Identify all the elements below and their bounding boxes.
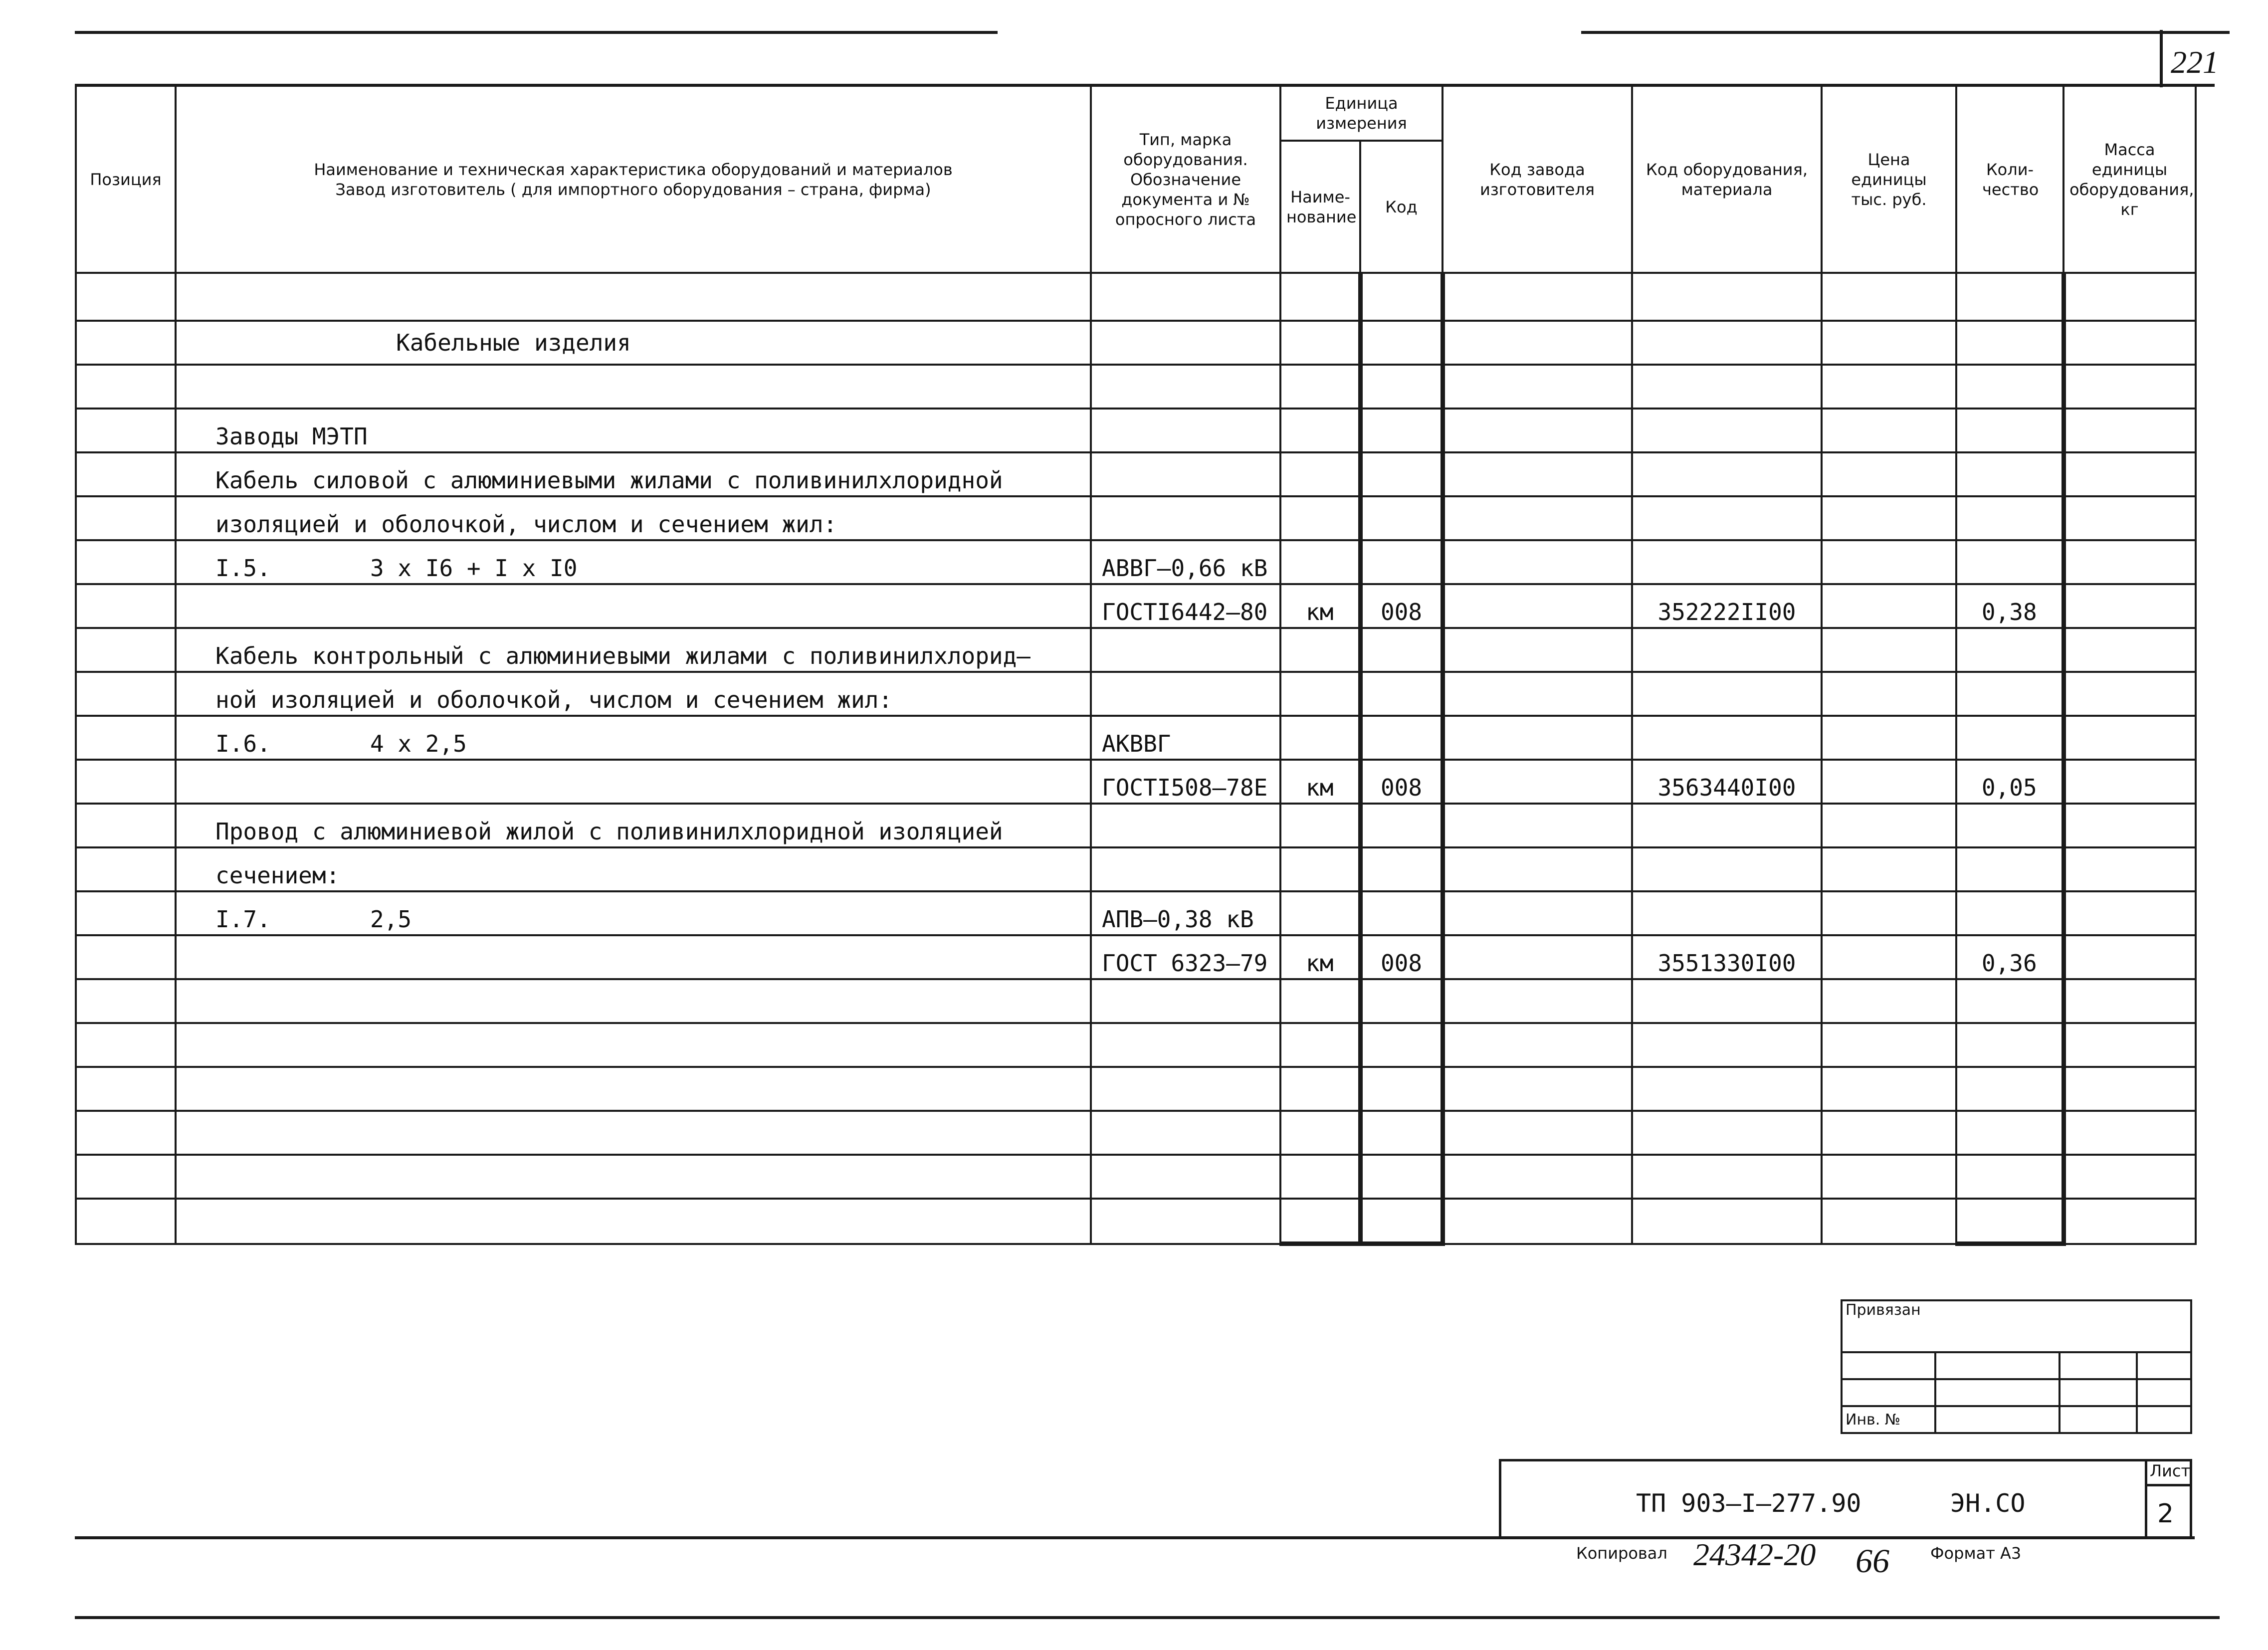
name-cell <box>176 1199 1091 1244</box>
plant-code-cell <box>1443 1199 1632 1244</box>
quantity-cell <box>1956 891 2063 935</box>
table-row <box>76 452 2196 496</box>
table-row <box>76 935 2196 979</box>
position-label: I.7. <box>215 906 271 933</box>
specification-table <box>75 85 2197 1246</box>
name-cell <box>176 365 1091 409</box>
mass-cell <box>2063 496 2196 540</box>
header-type-line3: Обозначение <box>1130 170 1241 189</box>
position-cell <box>76 979 176 1023</box>
quantity-cell <box>1956 409 2063 452</box>
type-cell <box>1091 273 1280 321</box>
type-cell: ГОСТI6442–80 <box>1091 584 1280 628</box>
name-text: 4 x 2,5 <box>370 730 467 757</box>
position-cell <box>76 365 176 409</box>
name-cell <box>176 409 1091 452</box>
unit-name-cell <box>1280 847 1360 891</box>
price-cell <box>1822 1111 1956 1155</box>
type-cell <box>1091 452 1280 496</box>
unit-code-cell: 008 <box>1360 584 1443 628</box>
name-text: сечением: <box>215 862 340 889</box>
position-cell <box>76 628 176 672</box>
table-row <box>76 804 2196 847</box>
unit-name-cell <box>1280 496 1360 540</box>
price-cell <box>1822 935 1956 979</box>
unit-code-cell: 008 <box>1360 760 1443 804</box>
unit-code-cell <box>1360 804 1443 847</box>
plant-code-cell <box>1443 847 1632 891</box>
name-cell <box>176 760 1091 804</box>
unit-code-cell <box>1360 452 1443 496</box>
material-code-cell <box>1632 628 1822 672</box>
mass-cell <box>2063 1067 2196 1111</box>
plant-code-cell <box>1443 452 1632 496</box>
table-row <box>76 1111 2196 1155</box>
header-position: Позиция <box>76 86 176 273</box>
unit-code-cell <box>1360 1023 1443 1067</box>
position-cell <box>76 935 176 979</box>
mass-cell <box>2063 1023 2196 1067</box>
header-unit-group: Единица измерения <box>1280 86 1443 141</box>
plant-code-cell <box>1443 804 1632 847</box>
table-row <box>76 628 2196 672</box>
type-cell <box>1091 1155 1280 1199</box>
material-code-cell <box>1632 1111 1822 1155</box>
price-cell <box>1822 540 1956 584</box>
unit-name-cell <box>1280 321 1360 365</box>
position-label: I.6. <box>215 730 271 757</box>
header-name-line1: Наименование и техническая характеристика оборудований и материалов <box>314 160 953 179</box>
price-cell <box>1822 273 1956 321</box>
unit-name-cell: км <box>1280 760 1360 804</box>
unit-name-cell <box>1280 716 1360 760</box>
document-code: ТП 903–I–277.90 <box>1636 1489 1861 1518</box>
price-cell <box>1822 847 1956 891</box>
table-row <box>76 716 2196 760</box>
mass-cell <box>2063 409 2196 452</box>
unit-name-cell <box>1280 1023 1360 1067</box>
type-cell: ГОСТI508–78Е <box>1091 760 1280 804</box>
inv-label: Инв. № <box>1842 1406 1935 1433</box>
section-heading: Кабельные изделия <box>396 329 631 356</box>
material-code-cell <box>1632 496 1822 540</box>
mass-cell <box>2063 672 2196 716</box>
quantity-cell: 0,38 <box>1956 584 2063 628</box>
header-price: Цена единицы тыс. руб. <box>1822 86 1956 273</box>
table-row <box>76 273 2196 321</box>
material-code-cell <box>1632 891 1822 935</box>
name-cell <box>176 847 1091 891</box>
quantity-cell <box>1956 496 2063 540</box>
quantity-cell <box>1956 716 2063 760</box>
unit-code-cell <box>1360 496 1443 540</box>
type-cell <box>1091 1067 1280 1111</box>
material-code-cell <box>1632 540 1822 584</box>
plant-code-cell <box>1443 716 1632 760</box>
material-code-cell <box>1632 847 1822 891</box>
type-cell <box>1091 321 1280 365</box>
header-name-line2: Завод изготовитель ( для импортного оборудования – страна, фирма) <box>335 180 931 199</box>
table-row <box>76 760 2196 804</box>
material-code-cell <box>1632 672 1822 716</box>
unit-name-cell <box>1280 273 1360 321</box>
header-type-line4: документа и № <box>1121 190 1250 209</box>
name-cell <box>176 1155 1091 1199</box>
price-cell <box>1822 891 1956 935</box>
table-row <box>76 1067 2196 1111</box>
unit-name-cell <box>1280 1111 1360 1155</box>
material-code-cell <box>1632 1199 1822 1244</box>
plant-code-cell <box>1443 760 1632 804</box>
plant-code-cell <box>1443 1111 1632 1155</box>
mass-cell <box>2063 891 2196 935</box>
mass-cell <box>2063 273 2196 321</box>
mass-cell <box>2063 540 2196 584</box>
price-cell <box>1822 321 1956 365</box>
unit-code-cell <box>1360 1111 1443 1155</box>
top-rule-left <box>75 31 998 34</box>
unit-name-cell: км <box>1280 935 1360 979</box>
copied-number: 24342-20 <box>1693 1537 1816 1572</box>
name-cell <box>176 496 1091 540</box>
price-cell <box>1822 672 1956 716</box>
top-rule-right <box>1581 31 2230 34</box>
sheet-value: 2 <box>2157 1499 2174 1529</box>
plant-code-cell <box>1443 365 1632 409</box>
unit-code-cell: 008 <box>1360 935 1443 979</box>
plant-code-cell <box>1443 496 1632 540</box>
position-cell <box>76 672 176 716</box>
unit-name-cell <box>1280 1199 1360 1244</box>
name-text: ной изоляцией и оболочкой, числом и сечением жил: <box>215 686 893 713</box>
mass-cell <box>2063 1155 2196 1199</box>
unit-code-cell <box>1360 540 1443 584</box>
type-cell <box>1091 804 1280 847</box>
header-plant-code: Код завода изготовителя <box>1443 86 1632 273</box>
binding-block <box>1841 1299 2192 1434</box>
price-cell <box>1822 804 1956 847</box>
plant-code-cell <box>1443 273 1632 321</box>
position-cell <box>76 1155 176 1199</box>
table-header <box>76 86 2196 273</box>
table-row <box>76 1023 2196 1067</box>
material-code-cell: 3563440I00 <box>1632 760 1822 804</box>
quantity-cell <box>1956 804 2063 847</box>
position-cell <box>76 847 176 891</box>
type-cell: ГОСТ 6323–79 <box>1091 935 1280 979</box>
material-code-cell <box>1632 365 1822 409</box>
type-cell <box>1091 847 1280 891</box>
name-cell <box>176 1111 1091 1155</box>
quantity-cell <box>1956 1023 2063 1067</box>
name-cell <box>176 584 1091 628</box>
quantity-cell <box>1956 365 2063 409</box>
unit-name-cell: км <box>1280 584 1360 628</box>
mass-cell <box>2063 935 2196 979</box>
name-text: 2,5 <box>370 906 412 933</box>
unit-code-cell <box>1360 1155 1443 1199</box>
price-cell <box>1822 979 1956 1023</box>
material-code-cell <box>1632 1155 1822 1199</box>
table-row <box>76 409 2196 452</box>
table-row <box>76 540 2196 584</box>
unit-code-cell <box>1360 1199 1443 1244</box>
bottom-rule-lower <box>75 1616 2220 1619</box>
copied-number-2: 66 <box>1856 1542 1889 1580</box>
unit-code-cell <box>1360 273 1443 321</box>
table-row <box>76 847 2196 891</box>
table-row <box>76 891 2196 935</box>
quantity-cell <box>1956 1199 2063 1244</box>
price-cell <box>1822 716 1956 760</box>
copied-label: Копировал <box>1576 1544 1667 1563</box>
position-cell <box>76 891 176 935</box>
material-code-cell <box>1632 452 1822 496</box>
name-text: Кабель контрольный с алюминиевыми жилами с поливинилхлорид– <box>215 642 1031 669</box>
mass-cell <box>2063 1111 2196 1155</box>
plant-code-cell <box>1443 1023 1632 1067</box>
plant-code-cell <box>1443 1155 1632 1199</box>
header-quantity: Коли- чество <box>1956 86 2063 273</box>
price-cell <box>1822 760 1956 804</box>
material-code-cell: 352222II00 <box>1632 584 1822 628</box>
plant-code-cell <box>1443 1067 1632 1111</box>
quantity-cell <box>1956 628 2063 672</box>
name-text: Кабель силовой с алюминиевыми жилами с поливинилхлоридной <box>215 467 1003 494</box>
name-text: 3 x I6 + I x I0 <box>370 555 578 582</box>
table-row <box>76 1155 2196 1199</box>
table-row <box>76 496 2196 540</box>
position-cell <box>76 452 176 496</box>
plant-code-cell <box>1443 979 1632 1023</box>
header-mass: Масса единицы оборудования, кг <box>2063 86 2196 273</box>
header-type-line2: оборудования. <box>1123 150 1248 169</box>
price-cell <box>1822 628 1956 672</box>
header-unit-code: Код <box>1360 141 1443 273</box>
mass-cell <box>2063 321 2196 365</box>
quantity-cell <box>1956 1067 2063 1111</box>
name-cell <box>176 452 1091 496</box>
mass-cell <box>2063 847 2196 891</box>
unit-name-cell <box>1280 672 1360 716</box>
unit-code-cell <box>1360 409 1443 452</box>
position-cell <box>76 1023 176 1067</box>
name-cell <box>176 1023 1091 1067</box>
name-cell <box>176 891 1091 935</box>
name-cell <box>176 273 1091 321</box>
page-number-divider <box>2160 30 2163 87</box>
mass-cell <box>2063 1199 2196 1244</box>
header-type-line1: Тип, марка <box>1139 130 1232 149</box>
price-cell <box>1822 1067 1956 1111</box>
document-section: ЭН.СО <box>1950 1489 2026 1518</box>
quantity-cell <box>1956 321 2063 365</box>
name-text: изоляцией и оболочкой, числом и сечением жил: <box>215 511 837 538</box>
table-row <box>76 1199 2196 1244</box>
type-cell <box>1091 1111 1280 1155</box>
quantity-cell: 0,05 <box>1956 760 2063 804</box>
material-code-cell <box>1632 1023 1822 1067</box>
material-code-cell: 3551330I00 <box>1632 935 1822 979</box>
price-cell <box>1822 584 1956 628</box>
name-cell <box>176 672 1091 716</box>
material-code-cell <box>1632 273 1822 321</box>
position-cell <box>76 273 176 321</box>
plant-code-cell <box>1443 409 1632 452</box>
header-name <box>176 86 1091 273</box>
quantity-cell <box>1956 979 2063 1023</box>
page-number: 221 <box>2171 44 2219 80</box>
position-cell <box>76 1199 176 1244</box>
position-cell <box>76 760 176 804</box>
header-type <box>1091 86 1280 273</box>
type-cell <box>1091 409 1280 452</box>
table-row <box>76 365 2196 409</box>
position-cell <box>76 584 176 628</box>
unit-name-cell <box>1280 979 1360 1023</box>
name-cell <box>176 628 1091 672</box>
name-text: Заводы МЭТП <box>215 423 368 450</box>
quantity-cell <box>1956 672 2063 716</box>
plant-code-cell <box>1443 891 1632 935</box>
name-cell <box>176 935 1091 979</box>
mass-cell <box>2063 584 2196 628</box>
quantity-cell <box>1956 540 2063 584</box>
name-cell <box>176 1067 1091 1111</box>
position-cell <box>76 804 176 847</box>
name-cell <box>176 540 1091 584</box>
unit-code-cell <box>1360 716 1443 760</box>
name-cell <box>176 804 1091 847</box>
header-unit-name: Наиме- нование <box>1280 141 1360 273</box>
mass-cell <box>2063 365 2196 409</box>
format-label: Формат А3 <box>1930 1544 2022 1563</box>
sheet-divider <box>2145 1484 2192 1486</box>
unit-name-cell <box>1280 628 1360 672</box>
position-label: I.5. <box>215 555 271 582</box>
position-cell <box>76 1111 176 1155</box>
unit-name-cell <box>1280 804 1360 847</box>
name-cell <box>176 321 1091 365</box>
unit-code-cell <box>1360 628 1443 672</box>
type-cell: АПВ–0,38 кВ <box>1091 891 1280 935</box>
unit-name-cell <box>1280 409 1360 452</box>
type-cell: АКВВГ <box>1091 716 1280 760</box>
material-code-cell <box>1632 979 1822 1023</box>
plant-code-cell <box>1443 321 1632 365</box>
type-cell <box>1091 365 1280 409</box>
mass-cell <box>2063 716 2196 760</box>
type-cell <box>1091 672 1280 716</box>
unit-code-cell <box>1360 365 1443 409</box>
name-cell <box>176 979 1091 1023</box>
unit-name-cell <box>1280 891 1360 935</box>
material-code-cell <box>1632 1067 1822 1111</box>
plant-code-cell <box>1443 628 1632 672</box>
quantity-cell <box>1956 1155 2063 1199</box>
quantity-cell <box>1956 452 2063 496</box>
material-code-cell <box>1632 321 1822 365</box>
unit-code-cell <box>1360 321 1443 365</box>
sheet-label: Лист <box>2150 1461 2191 1480</box>
plant-code-cell <box>1443 540 1632 584</box>
price-cell <box>1822 1199 1956 1244</box>
material-code-cell <box>1632 409 1822 452</box>
position-cell <box>76 716 176 760</box>
position-cell <box>76 540 176 584</box>
type-cell <box>1091 979 1280 1023</box>
mass-cell <box>2063 452 2196 496</box>
type-cell <box>1091 1023 1280 1067</box>
price-cell <box>1822 1155 1956 1199</box>
table-row <box>76 672 2196 716</box>
plant-code-cell <box>1443 935 1632 979</box>
price-cell <box>1822 409 1956 452</box>
type-cell <box>1091 1199 1280 1244</box>
quantity-cell <box>1956 273 2063 321</box>
unit-name-cell <box>1280 452 1360 496</box>
header-material-code: Код оборудования, материала <box>1632 86 1822 273</box>
binding-label: Привязан <box>1842 1300 2191 1352</box>
plant-code-cell <box>1443 584 1632 628</box>
unit-code-cell <box>1360 672 1443 716</box>
name-cell <box>176 716 1091 760</box>
type-cell <box>1091 628 1280 672</box>
material-code-cell <box>1632 804 1822 847</box>
mass-cell <box>2063 804 2196 847</box>
mass-cell <box>2063 628 2196 672</box>
table-body <box>76 273 2196 1244</box>
unit-code-cell <box>1360 847 1443 891</box>
type-cell: АВВГ–0,66 кВ <box>1091 540 1280 584</box>
unit-name-cell <box>1280 540 1360 584</box>
unit-name-cell <box>1280 1067 1360 1111</box>
table-row <box>76 584 2196 628</box>
price-cell <box>1822 1023 1956 1067</box>
unit-code-cell <box>1360 1067 1443 1111</box>
table-row <box>76 321 2196 365</box>
quantity-cell: 0,36 <box>1956 935 2063 979</box>
unit-name-cell <box>1280 1155 1360 1199</box>
plant-code-cell <box>1443 672 1632 716</box>
position-cell <box>76 496 176 540</box>
mass-cell <box>2063 979 2196 1023</box>
header-type-line5: опросного листа <box>1115 209 1256 229</box>
table-row <box>76 979 2196 1023</box>
price-cell <box>1822 452 1956 496</box>
mass-cell <box>2063 760 2196 804</box>
position-cell <box>76 321 176 365</box>
type-cell <box>1091 496 1280 540</box>
material-code-cell <box>1632 716 1822 760</box>
unit-name-cell <box>1280 365 1360 409</box>
price-cell <box>1822 496 1956 540</box>
quantity-cell <box>1956 847 2063 891</box>
position-cell <box>76 1067 176 1111</box>
name-text: Провод с алюминиевой жилой с поливинилхлоридной изоляцией <box>215 818 1003 845</box>
unit-code-cell <box>1360 891 1443 935</box>
quantity-cell <box>1956 1111 2063 1155</box>
price-cell <box>1822 365 1956 409</box>
unit-code-cell <box>1360 979 1443 1023</box>
position-cell <box>76 409 176 452</box>
